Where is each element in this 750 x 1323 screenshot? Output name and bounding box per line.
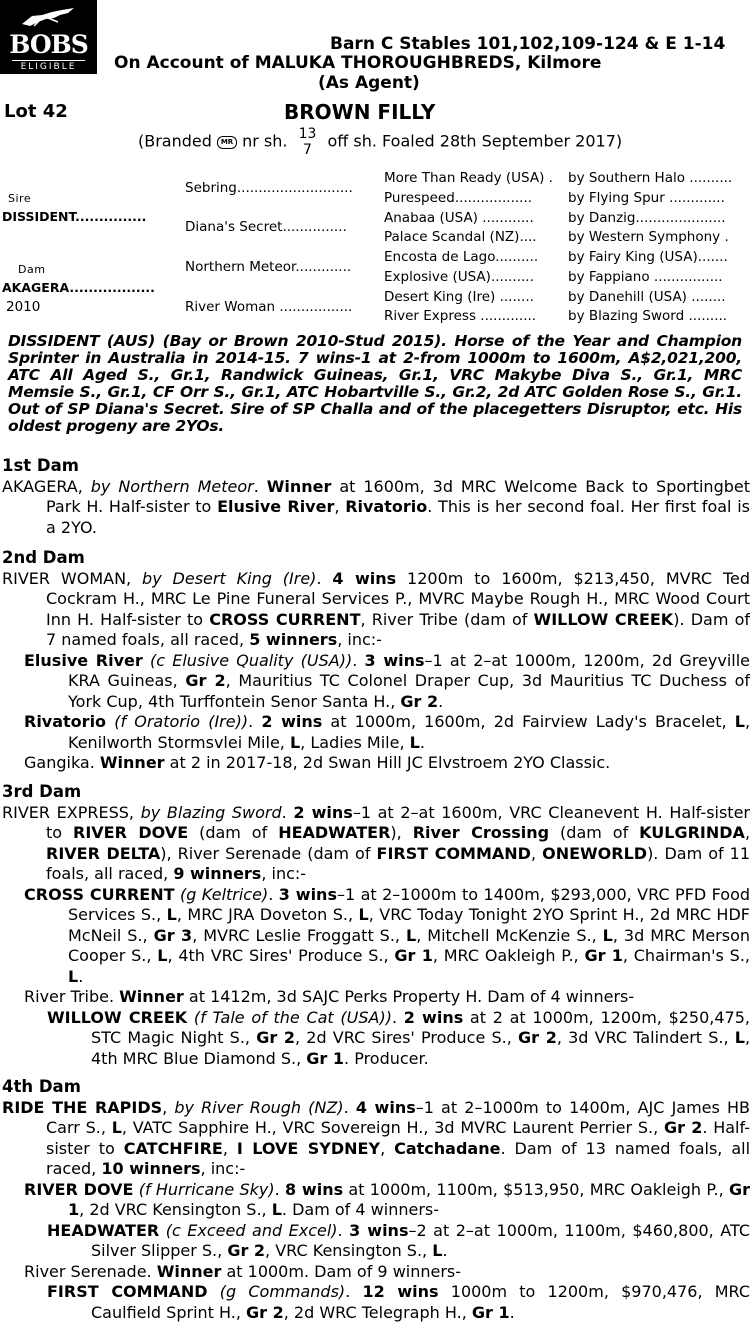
fourth-dam-section — [0, 1077, 750, 1323]
progeny-entry: Elusive River (c Elusive Quality (USA)). 3 wins–1 at 2–at 1000m, 1200m, 2d Greyville KRA Guineas, Gr 2, Mauritius TC Colonel Draper Cup, 3d Mauritius TC Duchess of York Cup, 4th Turffontein Senor Santa H., Gr 2. — [24, 650, 750, 711]
progeny-entry: FIRST COMMAND (g Commands). 12 wins 1000m to 1200m, $970,476, MRC Caulfield Sprint H., Gr 2, 2d WRC Telegraph H., Gr 1. — [47, 1282, 750, 1322]
progeny-entry: River Tribe. Winner at 1412m, 3d SAJC Perks Property H. Dam of 4 winners- — [24, 987, 635, 1006]
progeny-entry: WILLOW CREEK (f Tale of the Cat (USA)). 2 wins at 2 at 1000m, 1200m, $250,475, STC Magic Night S., Gr 2, 2d VRC Sires' Produce S., Gr 2, 3d VRC Talindert S., L, 4th MRC Blue Diamond S., Gr 1. Producer. — [47, 1007, 750, 1068]
gen3-item: River Express ............. — [384, 308, 537, 324]
gen3-item: Encosta de Lago.......... — [384, 249, 539, 265]
brand-line — [138, 126, 622, 158]
gen4-item: by Blazing Sword ......... — [568, 308, 728, 324]
barn-line: Barn C Stables 101,102,109-124 & E 1-14 — [330, 34, 726, 54]
sire-label: Sire — [8, 192, 32, 205]
lot-title: BROWN FILLY — [284, 100, 436, 124]
logo-subtext: ELIGIBLE — [12, 60, 85, 72]
vendor-line: On Account of MALUKA THOROUGHBREDS, Kilmore — [114, 53, 602, 73]
bobs-eligible-logo — [0, 0, 97, 74]
dam-entry: AKAGERA, by Northern Meteor. Winner at 1600m, 3d MRC Welcome Back to Sportingbet Park H. Half-sister to Elusive River, Rivatorio. This is her second foal. Her first foal is a 2YO. — [2, 476, 750, 537]
gen3-item: More Than Ready (USA) . — [384, 170, 553, 186]
section-heading: 4th Dam — [2, 1077, 81, 1096]
gen2-item: Northern Meteor............. — [185, 259, 352, 275]
brand-pre: (Branded — [138, 131, 212, 151]
fraction-top: 13 — [298, 126, 317, 142]
horse-icon — [18, 6, 78, 28]
dam-entry: RIDE THE RAPIDS, by River Rough (NZ). 4 wins–1 at 2–1000m to 1400m, AJC James HB Carr S., L, VATC Sapphire H., VRC Sovereign H., 3d MVRC Laurent Perrier S., Gr 2. Half-sister to CATCHFIRE, I LOVE SYDNEY, Catchadane. Dam of 13 named foals, all raced, 10 winners, inc:- — [2, 1097, 750, 1178]
sire-description: DISSIDENT (AUS) (Bay or Brown 2010-Stud 2015). Horse of the Year and Champion Sprinter in Australia in 2014-15. 7 wins-1 at 2-from 1000m to 1600m, A$2,021,200, ATC All Aged S., Gr.1, Randwick Guineas, Gr.1, VRC Makybe Diva S., Gr.1, MRC Memsie S., Gr.1, CF Orr S., Gr.1, ATC Hobartville S., Gr.2, 2d ATC Golden Rose S., Gr.1. Out of SP Diana's Secret. Sire of SP Challa and of the placegetters Disruptor, etc. His oldest progeny are 2YOs. — [8, 332, 742, 435]
gen3-item: Palace Scandal (NZ).... — [384, 229, 537, 245]
section-heading: 3rd Dam — [2, 782, 82, 801]
gen3-item: Explosive (USA).......... — [384, 269, 534, 285]
gen3-item: Desert King (Ire) ........ — [384, 289, 534, 305]
second-dam-section — [0, 548, 750, 774]
section-heading: 2nd Dam — [2, 548, 85, 567]
sire-name: DISSIDENT............... — [2, 209, 147, 224]
gen3-item: Purespeed.................. — [384, 190, 533, 206]
brand-post: off sh. Foaled 28th September 2017) — [327, 131, 623, 151]
dam-name: AKAGERA.................. — [2, 280, 155, 295]
dam-entry: RIVER WOMAN, by Desert King (Ire). 4 wins 1200m to 1600m, $213,450, MVRC Ted Cockram H., MRC Le Pine Funeral Services P., MVRC Maybe Rough H., MRC Wood Court Inn H. Half-sister to CROSS CURRENT, River Tribe (dam of WILLOW CREEK). Dam of 7 named foals, all raced, 5 winners, inc:- — [2, 568, 750, 649]
dam-year: 2010 — [6, 299, 41, 315]
gen3-item: Anabaa (USA) ............ — [384, 210, 534, 226]
gen4-item: by Danehill (USA) ........ — [568, 289, 726, 305]
first-dam-section — [0, 456, 750, 538]
gen4-item: by Southern Halo .......... — [568, 170, 733, 186]
section-heading: 1st Dam — [2, 456, 79, 475]
dam-label: Dam — [18, 263, 46, 276]
progeny-entry: HEADWATER (c Exceed and Excel). 3 wins–2 at 2–at 1000m, 1100m, $460,800, ATC Silver Slipper S., Gr 2, VRC Kensington S., L. — [47, 1220, 750, 1260]
gen4-item: by Flying Spur ............. — [568, 190, 725, 206]
gen4-item: by Danzig..................... — [568, 210, 726, 226]
progeny-entry: River Serenade. Winner at 1000m. Dam of 9 winners- — [24, 1261, 462, 1281]
gen2-item: River Woman ................. — [185, 299, 353, 315]
brand-fraction — [299, 126, 317, 158]
logo-text: BOBS — [9, 30, 88, 59]
fraction-bottom: 7 — [303, 142, 312, 158]
progeny-entry: Gangika. Winner at 2 in 2017-18, 2d Swan Hill JC Elvstroem 2YO Classic. — [24, 753, 611, 772]
progeny-entry: RIVER DOVE (f Hurricane Sky). 8 wins at 1000m, 1100m, $513,950, MRC Oakleigh P., Gr 1, 2d VRC Kensington S., L. Dam of 4 winners- — [24, 1179, 750, 1219]
gen2-item: Diana's Secret............... — [185, 219, 347, 235]
third-dam-section — [0, 782, 750, 1069]
gen4-item: by Fappiano ................ — [568, 269, 723, 285]
brand-mid: nr sh. — [242, 131, 288, 151]
brand-symbol-icon: MR — [217, 136, 237, 149]
gen2-item: Sebring........................... — [185, 180, 353, 196]
progeny-entry: Rivatorio (f Oratorio (Ire)). 2 wins at 1000m, 1600m, 2d Fairview Lady's Bracelet, L, Kenilworth Stormsvlei Mile, L, Ladies Mile, L. — [24, 712, 750, 752]
progeny-entry: CROSS CURRENT (g Keltrice). 3 wins–1 at 2–1000m to 1400m, $293,000, VRC PFD Food Services S., L, MRC JRA Doveton S., L, VRC Today Tonight 2YO Sprint H., 2d MRC HDF McNeil S., Gr 3, MVRC Leslie Froggatt S., L, Mitchell McKenzie S., L, 3d MRC Merson Cooper S., L, 4th VRC Sires' Produce S., Gr 1, MRC Oakleigh P., Gr 1, Chairman's S., L. — [24, 884, 750, 986]
gen4-item: by Western Symphony . — [568, 229, 729, 245]
dam-entry: RIVER EXPRESS, by Blazing Sword. 2 wins–1 at 2–at 1600m, VRC Cleanevent H. Half-sister to RIVER DOVE (dam of HEADWATER), River Crossing (dam of KULGRINDA, RIVER DELTA), River Serenade (dam of FIRST COMMAND, ONEWORLD). Dam of 11 foals, all raced, 9 winners, inc:- — [2, 802, 750, 883]
gen4-item: by Fairy King (USA)....... — [568, 249, 728, 265]
lot-number: Lot 42 — [4, 101, 68, 122]
agent-line: (As Agent) — [318, 73, 420, 93]
